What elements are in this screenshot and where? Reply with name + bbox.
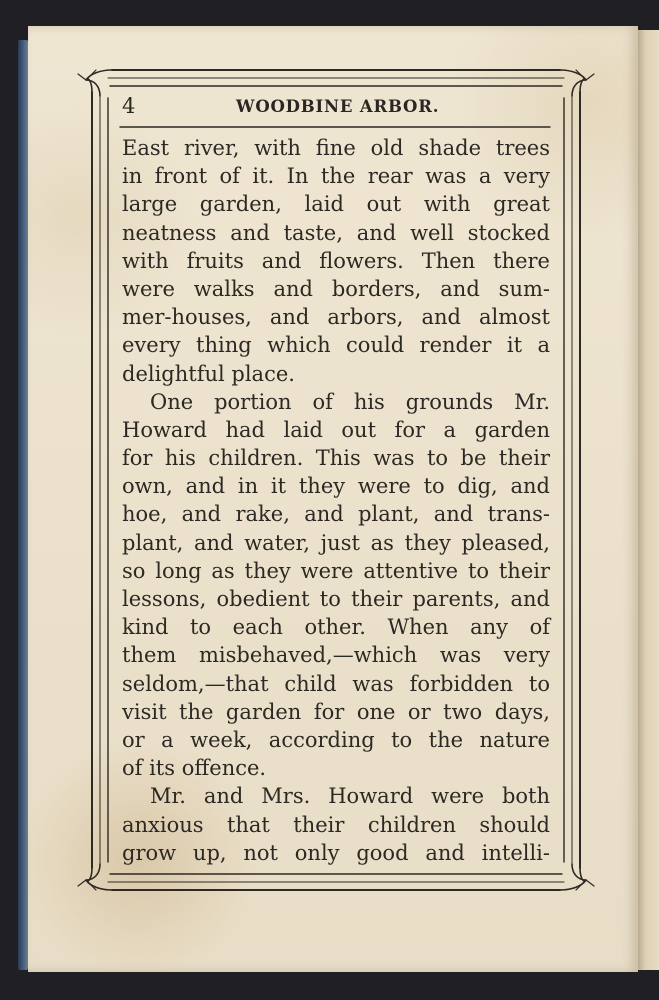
text-line: visit the garden for one or two days, bbox=[122, 699, 550, 724]
text-line: neatness and taste, and well stocked bbox=[122, 220, 550, 245]
text-line: hoe, and rake, and plant, and trans- bbox=[122, 502, 550, 527]
text-line: mer-houses, and arbors, and almost bbox=[122, 305, 550, 330]
text-line: them misbehaved,—which was very bbox=[122, 643, 550, 668]
text-line: grow up, not only good and intelli- bbox=[122, 840, 550, 865]
text-line: East river, with fine old shade trees bbox=[122, 136, 550, 160]
text-line: so long as they were attentive to their bbox=[122, 558, 550, 583]
text-line: or a week, according to the nature bbox=[122, 727, 550, 752]
text-line: every thing which could render it a bbox=[122, 333, 550, 358]
body-text bbox=[122, 134, 550, 874]
text-line: with fruits and flowers. Then there bbox=[122, 248, 550, 273]
text-line: Howard had laid out for a garden bbox=[122, 417, 550, 442]
book-spine-edge bbox=[18, 40, 28, 970]
page-number: 4 bbox=[122, 94, 136, 118]
text-line: One portion of his grounds Mr. bbox=[150, 389, 550, 414]
text-line: were walks and borders, and sum- bbox=[122, 276, 550, 301]
text-line: kind to each other. When any of bbox=[122, 615, 550, 640]
running-title: WOODBINE ARBOR. bbox=[236, 97, 440, 116]
text-line: of its offence. bbox=[122, 756, 267, 781]
text-line: own, and in it they were to dig, and bbox=[122, 474, 550, 499]
text-line: lessons, obedient to their parents, and bbox=[122, 587, 550, 611]
text-line: anxious that their children should bbox=[122, 812, 550, 837]
text-line: delightful place. bbox=[122, 361, 295, 386]
text-line: plant, and water, just as they pleased, bbox=[122, 530, 550, 555]
text-line: in front of it. In the rear was a very bbox=[122, 164, 550, 189]
text-line: seldom,—that child was forbidden to bbox=[122, 671, 550, 696]
text-line: for his children. This was to be their bbox=[122, 446, 550, 471]
facing-page-edge bbox=[638, 30, 659, 970]
text-line: large garden, laid out with great bbox=[122, 192, 550, 217]
text-line: Mr. and Mrs. Howard were both bbox=[150, 784, 550, 809]
page-header bbox=[120, 92, 550, 122]
